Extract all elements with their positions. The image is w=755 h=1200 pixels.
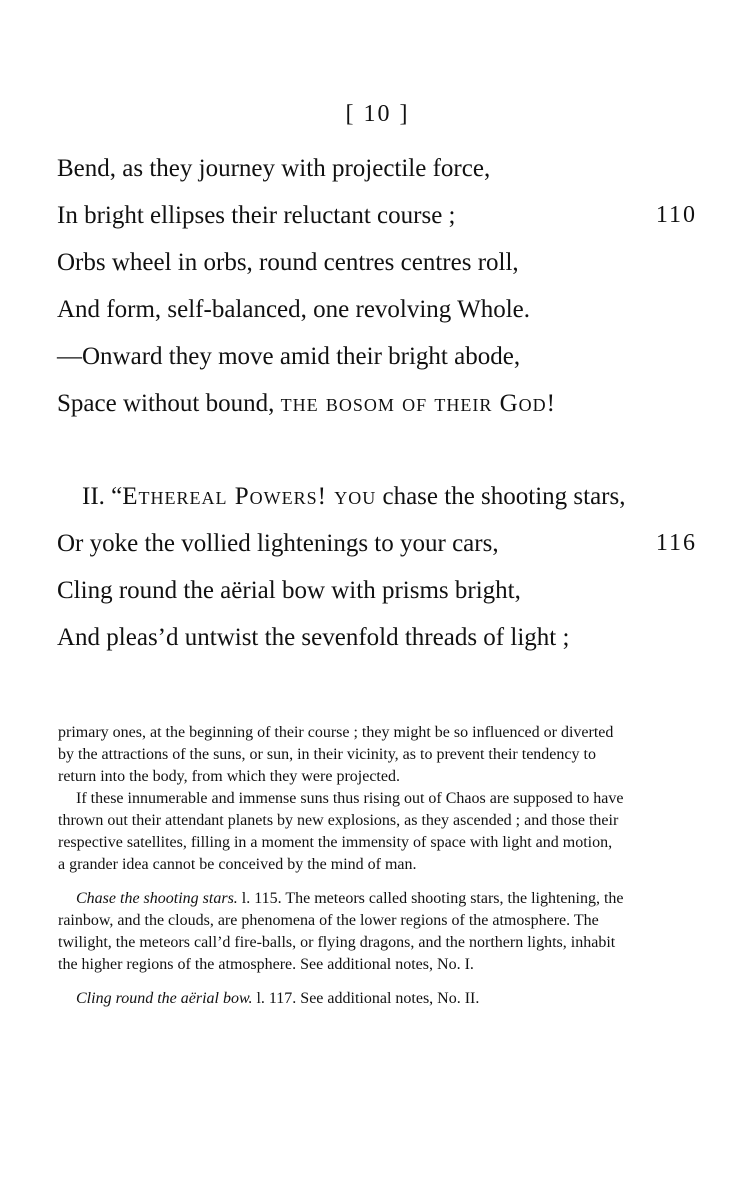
line-number: 116 <box>655 530 697 556</box>
verse-line-text: Cling round the aërial bow with prisms bright, <box>57 577 521 604</box>
note-line: a grander idea cannot be conceived by the mind of man. <box>58 856 417 873</box>
verse-line <box>57 520 697 567</box>
note-line: return into the body, from which they were projected. <box>58 768 400 785</box>
canto-numeral: II. “ <box>82 483 123 510</box>
line-number: 110 <box>655 202 697 228</box>
verse-line-text: Orbs wheel in orbs, round centres centres roll, <box>57 249 519 276</box>
verse-line <box>57 614 697 661</box>
verse-line <box>57 286 697 333</box>
verse-line-text: Space without bound, <box>57 390 281 417</box>
verse-smallcaps-text: Ethereal Powers! you <box>122 483 377 510</box>
note-line: rainbow, and the clouds, are phenomena of the lower regions of the atmosphere. The <box>58 912 599 929</box>
note-line: twilight, the meteors call’d fire-balls, or flying dragons, and the northern lights, inhabit <box>58 934 616 951</box>
verse-line <box>57 239 697 286</box>
verse-stanza-1 <box>57 145 697 427</box>
verse-line <box>57 333 697 380</box>
verse-line <box>57 473 697 520</box>
verse-line-text: Bend, as they journey with projectile force, <box>57 155 491 182</box>
verse-line-text: —Onward they move amid their bright abode, <box>57 343 521 370</box>
verse-line <box>57 380 697 427</box>
verse-line-text: Or yoke the vollied lightenings to your cars, <box>57 530 499 557</box>
note-line: primary ones, at the beginning of their course ; they might be so influenced or diverted <box>58 724 614 741</box>
note-line: the higher regions of the atmosphere. See additional notes, No. I. <box>58 956 474 973</box>
note-line: thrown out their attendant planets by new explosions, as they ascended ; and those their <box>58 812 619 829</box>
note-line <box>58 888 695 910</box>
page-number: [ 10 ] <box>345 101 410 127</box>
note-line: If these innumerable and immense suns thus rising out of Chaos are supposed to have <box>76 790 624 807</box>
verse-stanza-2 <box>57 473 697 661</box>
verse-line <box>57 145 697 192</box>
note-text: l. 115. The meteors called shooting stars, the lightening, the <box>237 890 624 907</box>
verse-line <box>57 567 697 614</box>
verse-line-text: And pleas’d untwist the sevenfold threads of light ; <box>57 624 570 651</box>
note-text: l. 117. See additional notes, No. II. <box>252 990 480 1007</box>
note-paragraph-2 <box>58 788 695 876</box>
note-reference: Cling round the aërial bow. <box>76 990 253 1007</box>
verse-line-text: chase the shooting stars, <box>376 483 626 510</box>
note-paragraph-3 <box>58 888 695 976</box>
verse-line <box>57 192 697 239</box>
verse-line-text: And form, self-balanced, one revolving Whole. <box>57 296 530 323</box>
note-line: by the attractions of the suns, or sun, in their vicinity, as to prevent their tendency to <box>58 746 596 763</box>
note-reference: Chase the shooting stars. <box>76 890 238 907</box>
note-paragraph-4 <box>58 988 695 1010</box>
verse-smallcaps-text: the bosom of their God <box>280 390 547 417</box>
note-paragraph-1 <box>58 722 695 788</box>
note-line: respective satellites, filling in a moment the immensity of space with light and motion, <box>58 834 613 851</box>
verse-line-end: ! <box>546 390 555 417</box>
footnotes <box>58 722 695 1010</box>
note-line <box>58 988 695 1010</box>
verse-line-text: In bright ellipses their reluctant course ; <box>57 202 456 229</box>
